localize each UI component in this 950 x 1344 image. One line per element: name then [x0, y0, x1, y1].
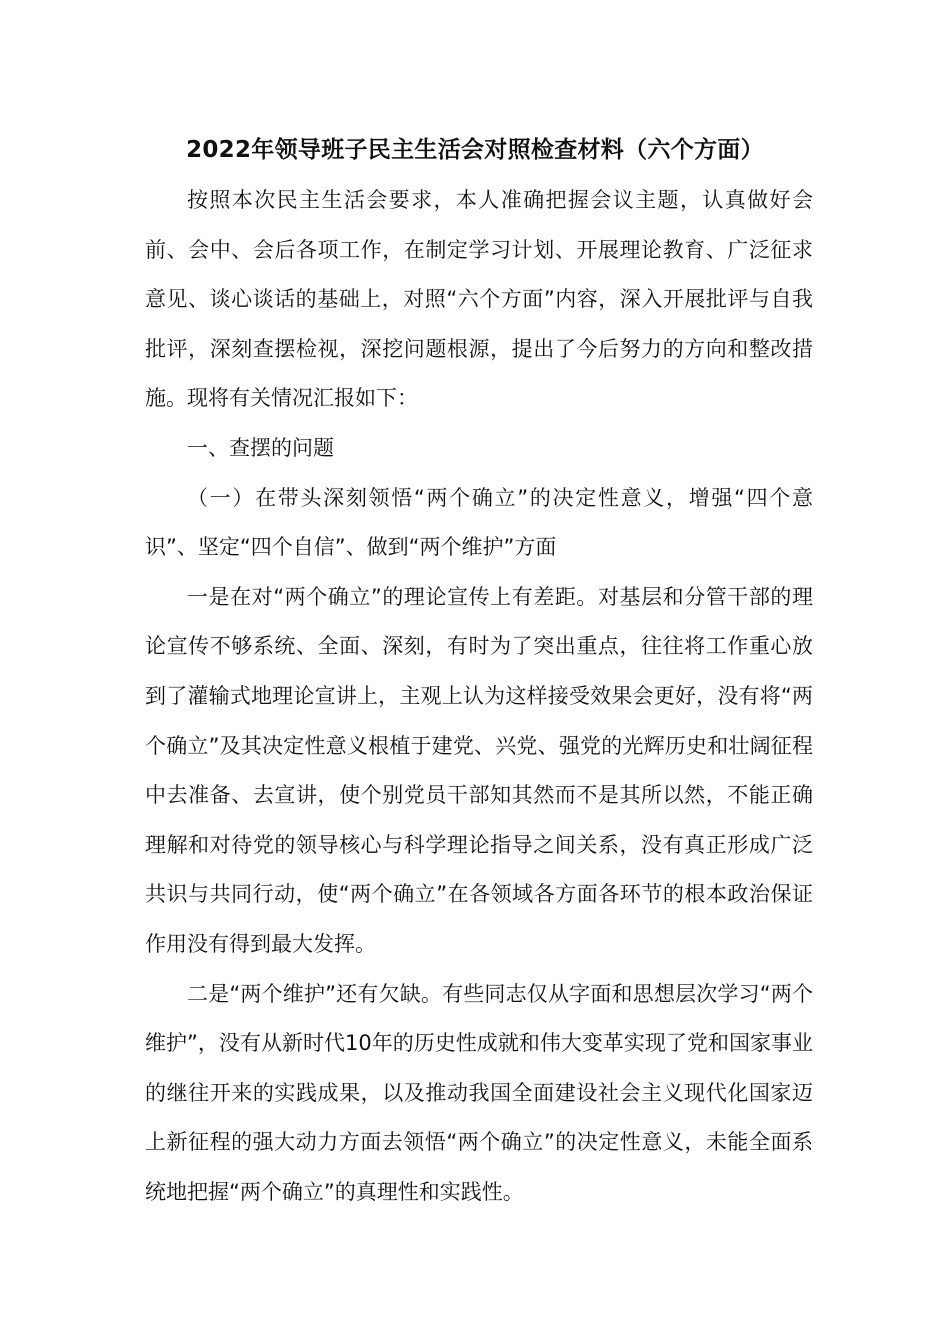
- subsection-heading: （一）在带头深刻领悟“两个确立”的决定性意义，增强“四个意识”、坚定“四个自信”、做到“两个维护”方面: [145, 485, 813, 560]
- paragraph-intro: 按照本次民主生活会要求，本人准确把握会议主题，认真做好会前、会中、会后各项工作，在制定学习计划、开展理论教育、广泛征求意见、谈心谈话的基础上，对照“六个方面”内容，深入开展批评与自我批评，深刻查摆检视，深挖问题根源，提出了今后努力的方向和整改措施。现将有关情况汇报如下：: [145, 188, 813, 411]
- document-body: [145, 176, 813, 1217]
- paragraph-point-one: 一是在对“两个确立”的理论宣传上有差距。对基层和分管干部的理论宣传不够系统、全面、深刻，有时为了突出重点，往往将工作重心放到了灌输式地理论宣讲上，主观上认为这样接受效果会更好，没有将“两个确立”及其决定性意义根植于建党、兴党、强党的光辉历史和壮阔征程中去准备、去宣讲，使个别党员干部知其然而不是其所以然，不能正确理解和对待党的领导核心与科学理论指导之间关系，没有真正形成广泛共识与共同行动，使“两个确立”在各领域各方面各环节的根本政治保证作用没有得到最大发挥。: [145, 584, 813, 956]
- paragraph-point-two: 二是“两个维护”还有欠缺。有些同志仅从字面和思想层次学习“两个维护”，没有从新时代10年的历史性成就和伟大变革实现了党和国家事业的继往开来的实践成果，以及推动我国全面建设社会主义现代化国家迈上新征程的强大动力方面去领悟“两个确立”的决定性意义，未能全面系统地把握“两个确立”的真理性和实践性。: [145, 981, 813, 1204]
- document-title: 2022年领导班子民主生活会对照检查材料（六个方面）: [186, 137, 764, 163]
- section-heading: 一、查摆的问题: [187, 435, 334, 460]
